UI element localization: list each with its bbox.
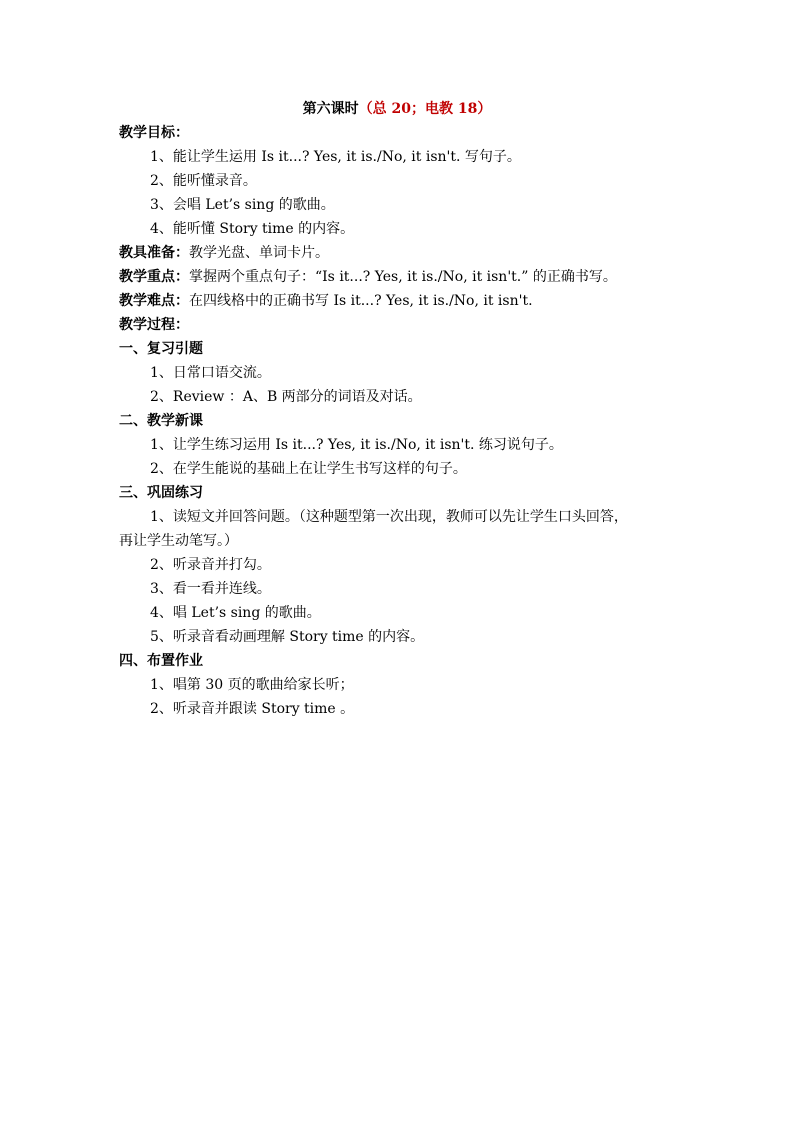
preparation-text: 教学光盘、单词卡片。 (189, 245, 329, 261)
section-item: 4、唱 Let’s sing 的歌曲。 (150, 605, 321, 621)
key-points-text: 掌握两个重点句子：“Is it...? Yes, it is./No, it isn't.” 的正确书写。 (189, 269, 617, 285)
objective-item: 1、能让学生运用 Is it...? Yes, it is./No, it isn't. 写句子。 (150, 149, 521, 165)
lesson-title (0, 99, 794, 119)
lesson-title-main: 第六课时 (302, 101, 359, 117)
preparation-label: 教具准备： (119, 245, 189, 261)
objective-item: 3、会唱 Let’s sing 的歌曲。 (150, 197, 335, 213)
section-item: 3、看一看并连线。 (150, 581, 271, 597)
difficulties-line (119, 291, 679, 311)
key-points-label: 教学重点： (119, 269, 189, 285)
section-item: 5、听录音看动画理解 Story time 的内容。 (150, 629, 425, 645)
section-item: 1、读短文并回答问题。（这种题型第一次出现，教师可以先让学生口头回答， (150, 509, 628, 525)
key-points-line (119, 267, 679, 287)
section-heading-new-lesson: 二、教学新课 (119, 413, 203, 429)
section-item: 2、听录音并打勾。 (150, 557, 271, 573)
objective-item: 4、能听懂 Story time 的内容。 (150, 221, 355, 237)
preparation-line (119, 243, 679, 263)
section-item: 2、Review ：A、B 两部分的词语及对话。 (150, 389, 422, 405)
section-heading-review: 一、复习引题 (119, 341, 203, 357)
section-item: 2、听录音并跟读 Story time 。 (150, 701, 355, 717)
difficulties-label: 教学难点： (119, 293, 189, 309)
section-item: 2、在学生能说的基础上在让学生书写这样的句子。 (150, 461, 467, 477)
difficulties-text: 在四线格中的正确书写 Is it...? Yes, it is./No, it isn't. (189, 293, 533, 309)
section-item-continuation: 再让学生动笔写。） (119, 533, 238, 549)
section-item: 1、唱第 30 页的歌曲给家长听； (150, 677, 354, 693)
process-heading: 教学过程： (119, 317, 189, 333)
section-heading-homework: 四、布置作业 (119, 653, 203, 669)
section-item: 1、让学生练习运用 Is it...? Yes, it is./No, it isn't. 练习说句子。 (150, 437, 563, 453)
section-heading-consolidation: 三、巩固练习 (119, 485, 203, 501)
section-item: 1、日常口语交流。 (150, 365, 271, 381)
objective-item: 2、能听懂录音。 (150, 173, 257, 189)
objectives-heading: 教学目标： (119, 125, 189, 141)
lesson-title-note: （总 20；电教 18） (358, 101, 492, 117)
